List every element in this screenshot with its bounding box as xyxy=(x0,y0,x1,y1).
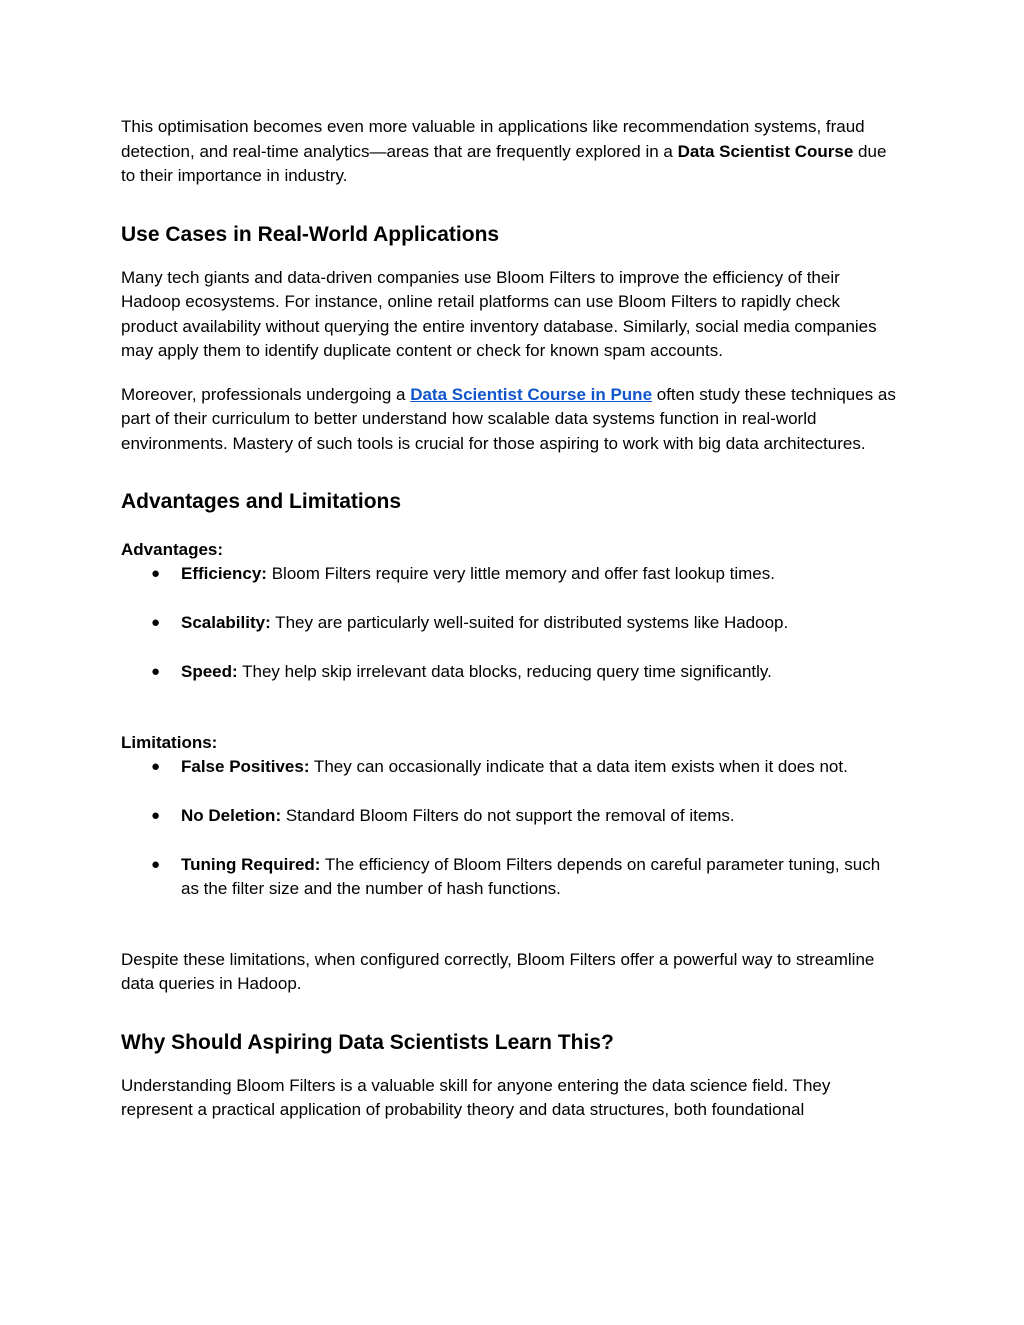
conclusion-paragraph: Despite these limitations, when configured correctly, Bloom Filters offer a powerful way to streamline data queries in Hadoop. xyxy=(121,949,875,993)
bullet-icon: ● xyxy=(151,806,161,824)
use-cases-paragraph-1: Many tech giants and data-driven companies use Bloom Filters to improve the efficiency of their Hadoop ecosystems. For instance, online retail platforms can use Bloom Filters to rapidly check product availability without querying the entire inventory database. Similarly, social media companies may apply them to identify duplicate content or check for known spam accounts. xyxy=(121,267,877,360)
list-item xyxy=(121,660,896,685)
why-learn-paragraph: Understanding Bloom Filters is a valuable skill for anyone entering the data science field. They represent a practical application of probability theory and data structures, both foundational xyxy=(121,1075,831,1119)
bullet-icon: ● xyxy=(151,663,161,680)
list-item xyxy=(121,853,896,902)
use-cases-heading: Use Cases in Real-World Applications xyxy=(121,222,500,246)
list-item-term: Speed: xyxy=(181,662,238,681)
list-item xyxy=(121,611,896,636)
list-item-text: They help skip irrelevant data blocks, reducing query time significantly. xyxy=(237,662,772,681)
why-learn-heading: Why Should Aspiring Data Scientists Learn This? xyxy=(121,1030,614,1054)
intro-text-before: This optimisation becomes even more valuable in applications like recommendation systems, fraud detection, and real-time analytics—areas that are frequently explored in a xyxy=(121,117,865,161)
list-item-term: Tuning Required: xyxy=(181,854,321,874)
list-item-text: Bloom Filters require very little memory and offer fast lookup times. xyxy=(266,564,775,583)
course-in-pune-link[interactable]: Data Scientist Course in Pune xyxy=(410,384,653,404)
use-cases-p2-before: Moreover, professionals undergoing a xyxy=(121,384,411,404)
list-item-text: They are particularly well-suited for distributed systems like Hadoop. xyxy=(270,613,789,632)
bullet-icon: ● xyxy=(151,565,161,582)
list-item xyxy=(121,755,896,780)
list-item-term: No Deletion: xyxy=(181,805,282,825)
list-item-term: Scalability: xyxy=(181,613,271,632)
limitations-label: Limitations: xyxy=(121,732,218,752)
intro-paragraph xyxy=(121,115,896,189)
bullet-icon: ● xyxy=(151,757,161,775)
list-item-text: They can occasionally indicate that a data item exists when it does not. xyxy=(309,756,848,776)
list-item xyxy=(121,562,896,587)
list-item-text: The efficiency of Bloom Filters depends on careful parameter tuning, such as the filter size and the number of hash functions. xyxy=(181,854,881,898)
intro-bold-course: Data Scientist Course xyxy=(677,141,854,161)
use-cases-paragraph-2 xyxy=(121,383,896,457)
document-page xyxy=(121,115,896,1123)
list-item xyxy=(121,804,896,829)
advantages-limitations-heading: Advantages and Limitations xyxy=(121,490,402,513)
use-cases-p2-after: often study these techniques as part of their curriculum to better understand how scalable data systems function in real-world environments. Mastery of such tools is crucial for those aspiring to work with big data architectures. xyxy=(121,384,896,453)
limitations-list xyxy=(121,755,896,902)
bullet-icon: ● xyxy=(151,855,161,873)
advantages-label: Advantages: xyxy=(121,540,224,559)
list-item-term: False Positives: xyxy=(181,756,310,776)
list-item-term: Efficiency: xyxy=(181,564,267,583)
list-item-text: Standard Bloom Filters do not support the removal of items. xyxy=(281,805,735,825)
intro-text-after: due to their importance in industry. xyxy=(121,141,887,185)
bullet-icon: ● xyxy=(151,614,161,631)
advantages-list xyxy=(121,562,896,685)
